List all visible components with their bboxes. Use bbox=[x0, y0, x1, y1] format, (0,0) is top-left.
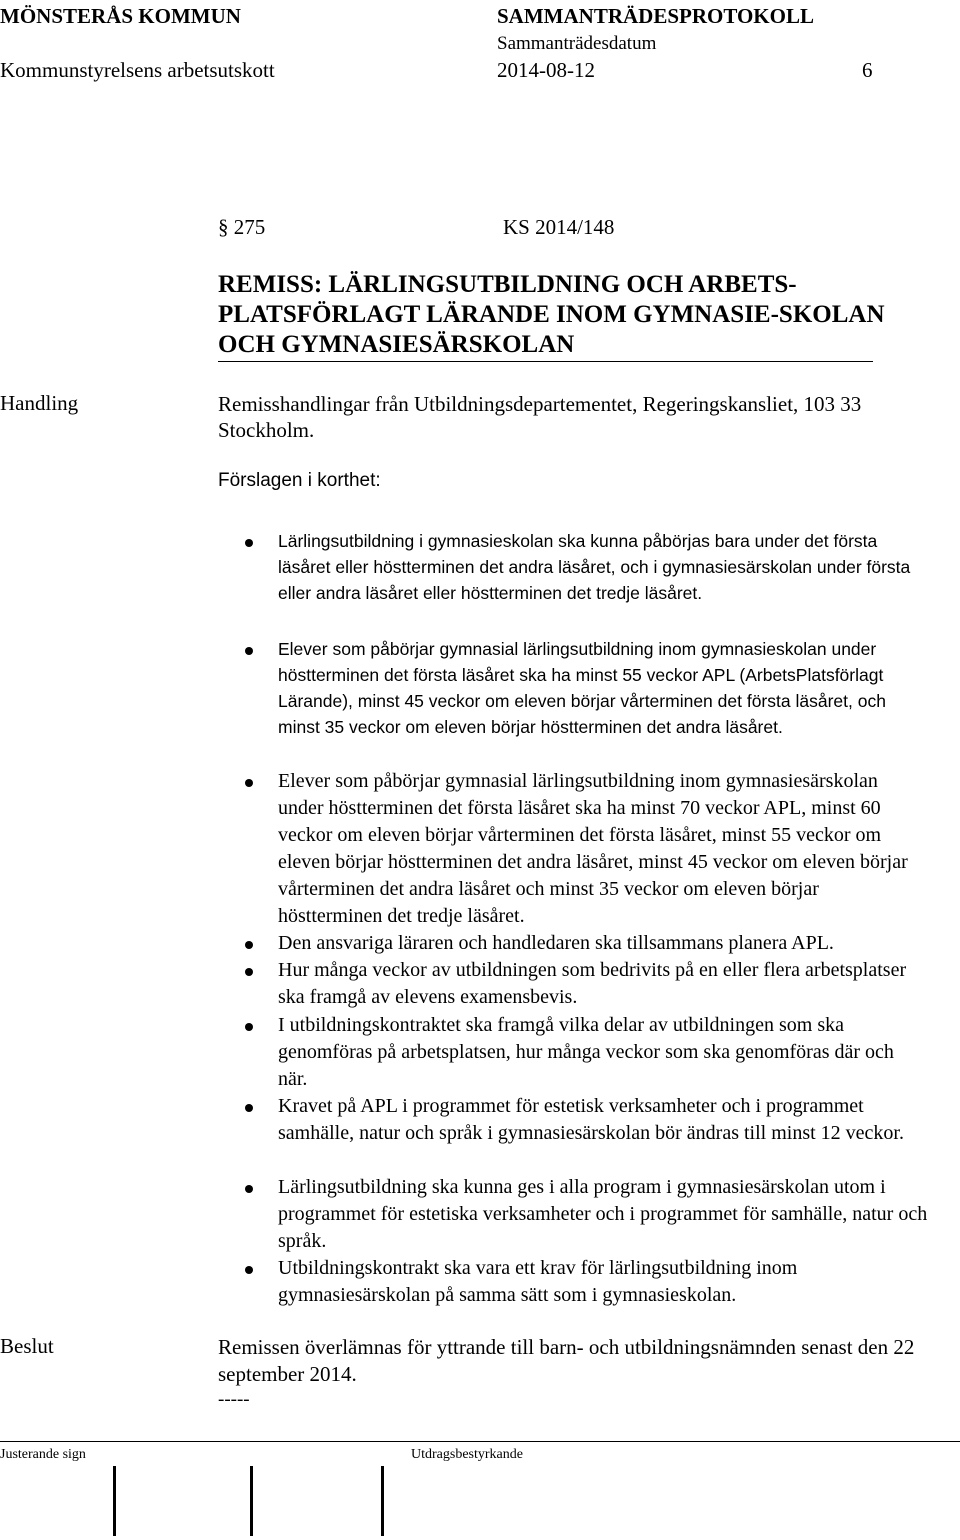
handling-label: Handling bbox=[0, 391, 79, 415]
proposals-intro: Förslagen i korthet: bbox=[218, 470, 381, 491]
organization-name: MÖNSTERÅS KOMMUN bbox=[0, 4, 241, 28]
bullet-icon bbox=[245, 1104, 253, 1112]
date-label: Sammanträdesdatum bbox=[497, 33, 657, 54]
case-title: REMISS: LÄRLINGSUTBILDNING OCH ARBETS-PLATSFÖRLAGT LÄRANDE INOM GYMNASIE-SKOLAN OCH GYMNASIESÄRSKOLAN bbox=[218, 271, 885, 358]
bullet-icon bbox=[245, 1266, 253, 1274]
footer-rule bbox=[0, 1441, 960, 1442]
document-type: SAMMANTRÄDESPROTOKOLL bbox=[497, 4, 814, 28]
title-underline bbox=[218, 361, 873, 362]
signature-box-line bbox=[381, 1466, 384, 1536]
case-reference: KS 2014/148 bbox=[503, 215, 615, 239]
signature-box-line bbox=[113, 1466, 116, 1536]
proposal-text: Utbildningskontrakt ska vara ett krav för lärlingsutbildning inom gymnasiesärskolan på samma sätt som i gymnasieskolan. bbox=[278, 1257, 798, 1306]
meeting-date: 2014-08-12 bbox=[497, 58, 595, 82]
bullet-icon bbox=[245, 941, 253, 949]
bullet-icon bbox=[245, 1185, 253, 1193]
committee-name: Kommunstyrelsens arbetsutskott bbox=[0, 58, 275, 82]
proposal-text: Lärlingsutbildning ska kunna ges i alla program i gymnasiesärskolan utom i programmet för estetiska verksamheter och i programmet för samhälle, natur och språk. bbox=[278, 1176, 928, 1252]
proposal-text: Lärlingsutbildning i gymnasieskolan ska kunna påbörjas bara under det första läsåret eller höstterminen det andra läsåret, och i gymnasiesärskolan under första eller andra läsåret eller höstterminen det tredje läsåret. bbox=[278, 531, 911, 603]
handling-text: Remisshandlingar från Utbildningsdepartementet, Regeringskansliet, 103 33 Stockholm. bbox=[218, 392, 862, 442]
proposal-text: I utbildningskontraktet ska framgå vilka delar av utbildningen som ska genomföras på arbetsplatsen, hur många veckor som ska genomföras där och när. bbox=[278, 1014, 894, 1090]
certification-label: Utdragsbestyrkande bbox=[411, 1447, 523, 1462]
proposal-text: Elever som påbörjar gymnasial lärlingsutbildning inom gymnasieskolan under höstterminen det första läsåret ska ha minst 55 veckor APL (ArbetsPlatsförlagt Lärande), minst 45 veckor om eleven börjar vårterminen det första läsåret, och minst 35 veckor om eleven börjar höstterminen det andra läsåret. bbox=[278, 639, 886, 737]
page-number: 6 bbox=[862, 58, 873, 82]
bullet-icon bbox=[245, 968, 253, 976]
decision-text: Remissen överlämnas för yttrande till barn- och utbildningsnämnden senast den 22 september 2014. bbox=[218, 1335, 915, 1386]
bullet-icon bbox=[245, 647, 253, 655]
signature-box-line bbox=[250, 1466, 253, 1536]
end-marker: ----- bbox=[218, 1389, 250, 1410]
bullet-icon bbox=[245, 1023, 253, 1031]
signature-label: Justerande sign bbox=[0, 1447, 86, 1462]
proposal-text: Kravet på APL i programmet för estetisk verksamheter och i programmet samhälle, natur och språk i gymnasiesärskolan bör ändras till minst 12 veckor. bbox=[278, 1095, 904, 1144]
decision-label: Beslut bbox=[0, 1334, 54, 1358]
bullet-icon bbox=[245, 539, 253, 547]
proposal-text: Hur många veckor av utbildningen som bedrivits på en eller flera arbetsplatser ska framgå av elevens examensbevis. bbox=[278, 959, 907, 1008]
proposal-text: Den ansvariga läraren och handledaren ska tillsammans planera APL. bbox=[278, 932, 834, 954]
paragraph-number: § 275 bbox=[218, 215, 266, 239]
proposal-text: Elever som påbörjar gymnasial lärlingsutbildning inom gymnasiesärskolan under höstterminen det första läsåret ska ha minst 70 veckor APL, minst 60 veckor om eleven börjar vårterminen det första läsåret, minst 55 veckor om eleven börjar höstterminen det andra läsåret, minst 45 veckor om eleven börjar vårterminen det andra läsåret och minst 35 veckor om eleven börjar höstterminen det tredje läsåret. bbox=[278, 770, 908, 927]
bullet-icon bbox=[245, 779, 253, 787]
